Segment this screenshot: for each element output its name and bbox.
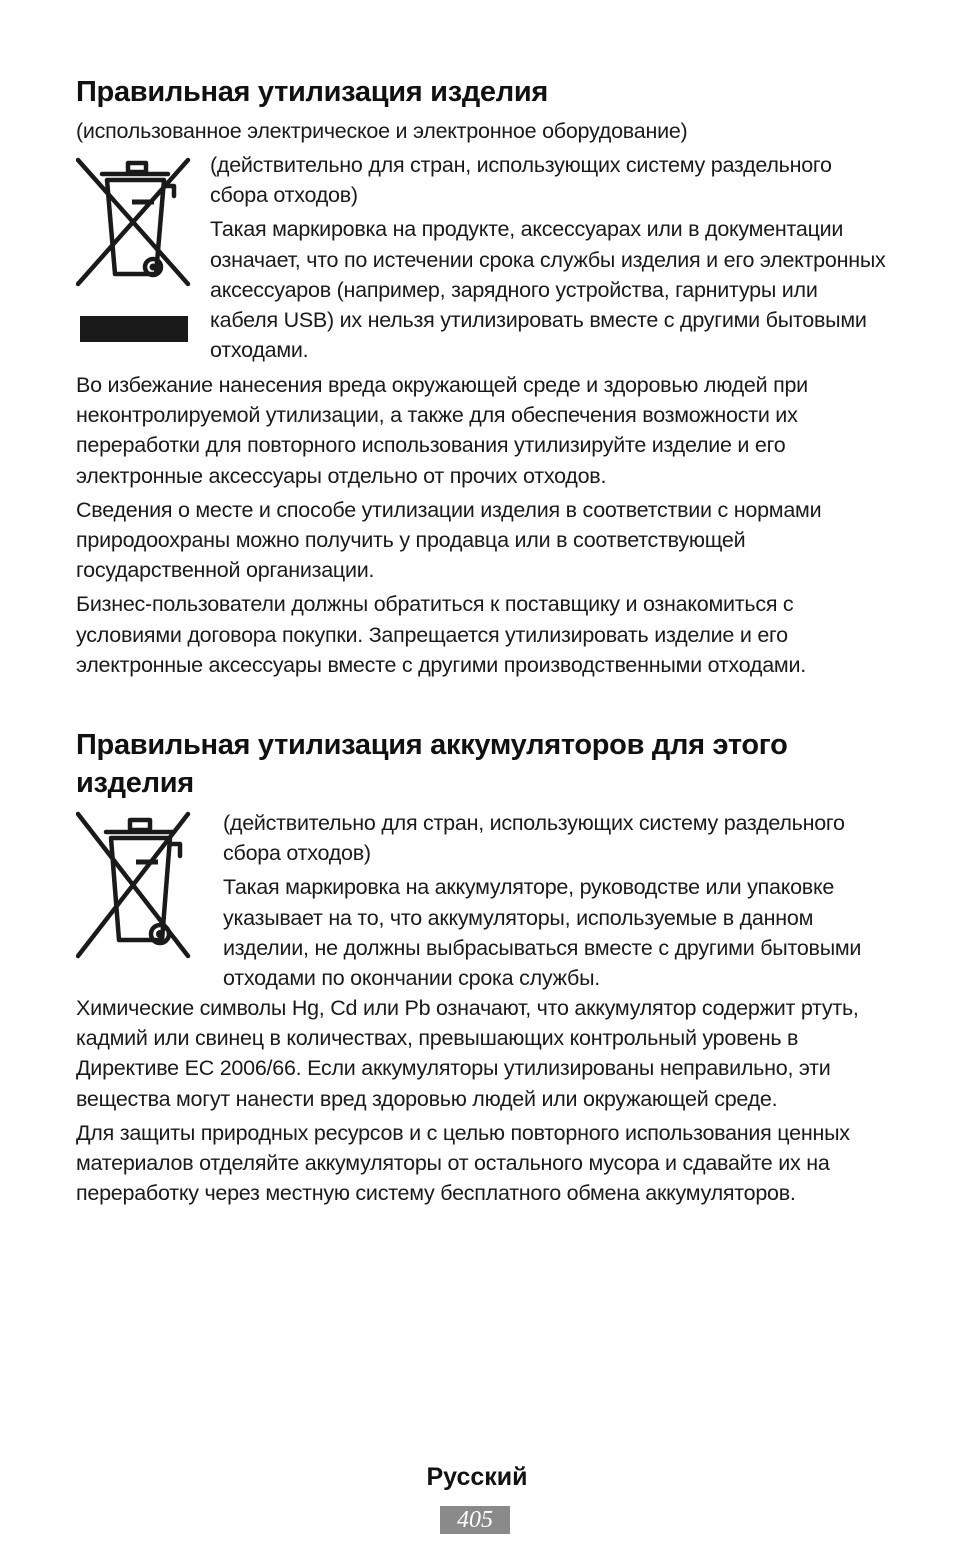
paragraph: Сведения о месте и способе утилизации изделия в соответствии с нормами природоохраны можно получить у продавца или в соответствующей государственной организации. [76,497,822,583]
paragraph: Такая маркировка на аккумуляторе, руководстве или упаковке указывает на то, что аккумуляторы, используемые в данном изделии, не должны выбрасываться вместе с другими бытовыми отходами по окончании срока службы. [223,875,862,991]
paragraph: Химические символы Hg, Cd или Pb означают, что аккумулятор содержит ртуть, кадмий или свинец в количествах, превышающих контрольный уровень в Директиве ЕС 2006/66. Если аккумуляторы утилизированы неправильно, эти вещества могут нанести вред здоровью людей или окружающей среде. [76,996,859,1111]
paragraph: Бизнес-пользователи должны обратиться к поставщику и ознакомиться с условиями договора покупки. Запрещается утилизировать изделие и его электронные аксессуары вместе с другими производственными отходами. [76,592,806,677]
section-body [76,993,888,1208]
weee-bin-icon [76,152,192,352]
paragraph: (действительно для стран, использующих систему раздельного сбора отходов) [223,811,845,866]
paragraph: (действительно для стран, использующих систему раздельного сбора отходов) [210,153,832,208]
section-body [76,370,888,680]
crossed-bin-icon [76,152,192,352]
page-number: 405 [440,1506,510,1534]
paragraph: Для защиты природных ресурсов и с целью повторного использования ценных материалов отделяйте аккумуляторы от остального мусора и сдавайте их на переработку через местную систему бесплатного обмена аккумуляторов. [76,1120,850,1206]
battery-bin-icon [76,806,192,966]
paragraph: Во избежание нанесения вреда окружающей среде и здоровью людей при неконтролируемой утилизации, а также для обеспечения возможности их переработки для повторного использования утилизируйте изделие и его электронные аксессуары отдельно от прочих отходов. [76,373,808,488]
side-text-block [210,150,890,365]
footer-language: Русский [426,1463,528,1491]
section-title-battery-disposal: Правильная утилизация аккумуляторов для этого изделия [76,729,788,799]
section-subtitle: (использованное электрическое и электронное оборудование) [76,119,688,143]
paragraph: Такая маркировка на продукте, аксессуарах или в документации означает, что по истечении срока службы изделия и его электронных аксессуаров (например, зарядного устройства, гарнитуры или кабеля USB) их нельзя утилизировать вместе с другими бытовыми отходами. [210,217,886,363]
side-text-block [223,808,893,993]
section-title-product-disposal: Правильная утилизация изделия [76,76,549,108]
crossed-bin-icon [76,806,192,966]
